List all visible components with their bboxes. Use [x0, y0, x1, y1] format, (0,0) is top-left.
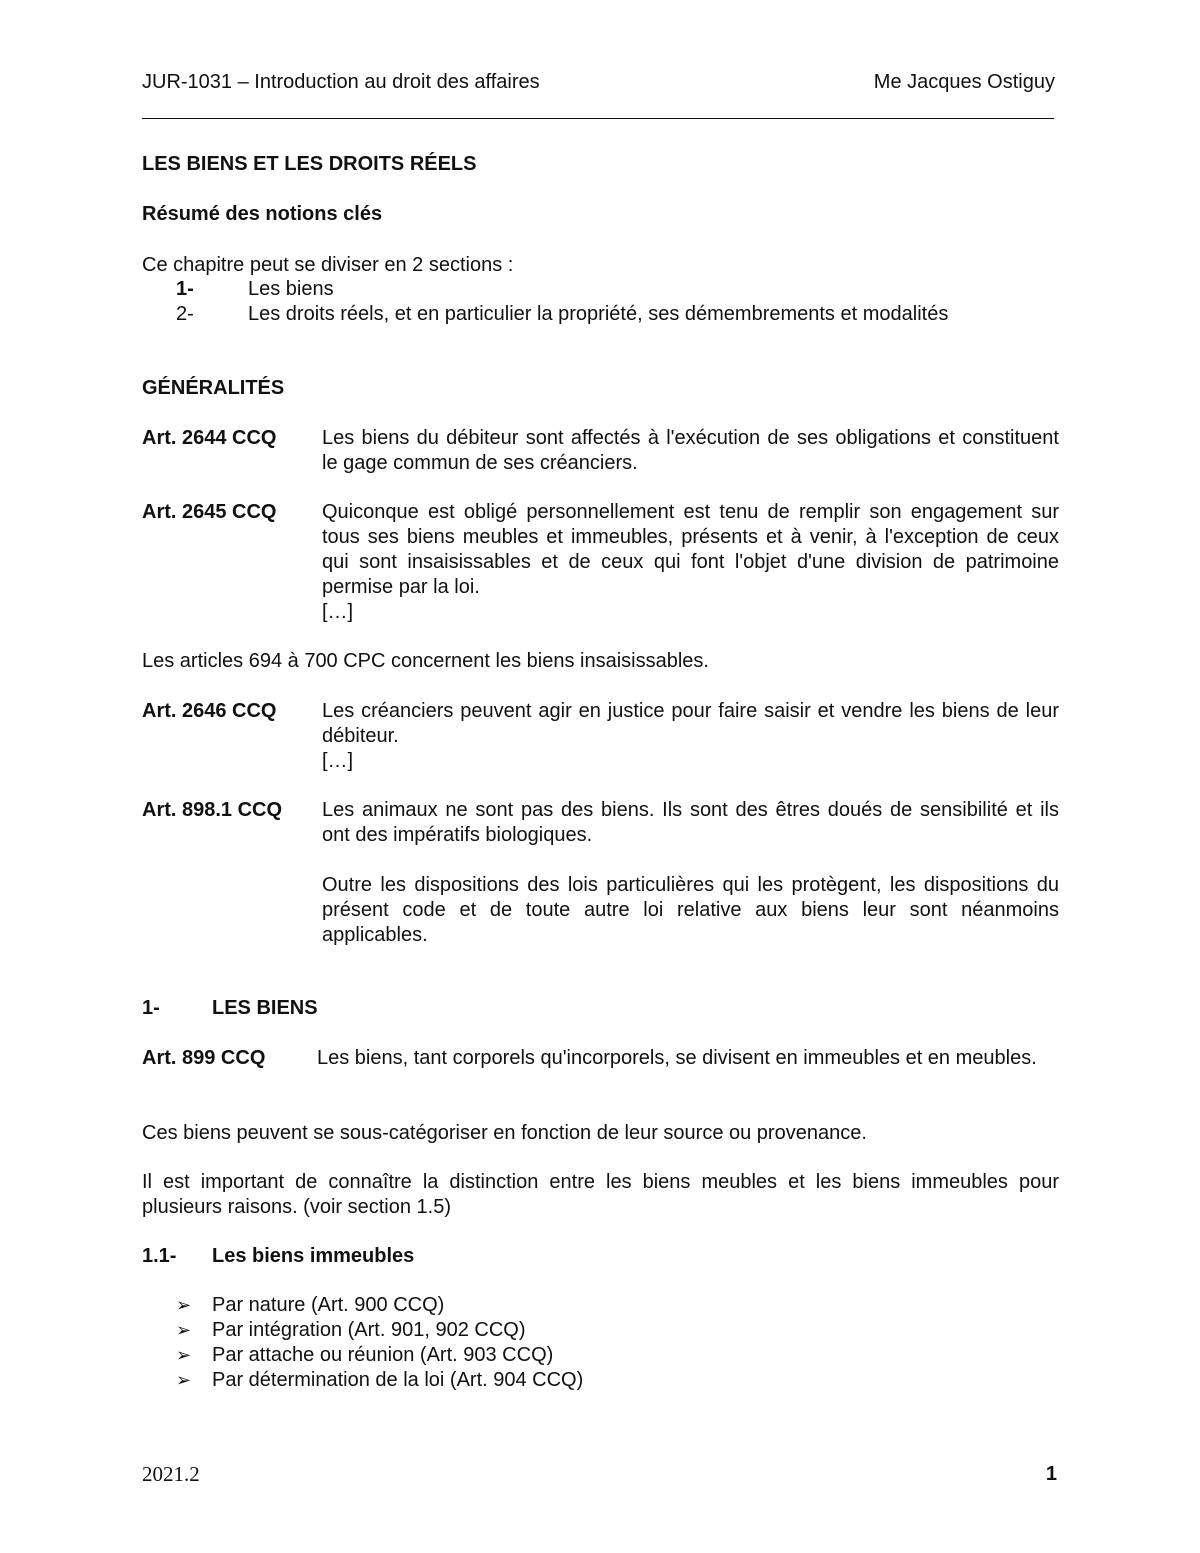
list-item: [176, 1318, 976, 1343]
article-paragraph: Les biens du débiteur sont affectés à l'exécution de ses obligations et constituent le gage commun de ses créanciers.: [322, 427, 1059, 474]
list-item-text: Les droits réels, et en particulier la propriété, ses démembrements et modalités: [248, 303, 949, 325]
list-item: [142, 277, 1059, 302]
article-text: [317, 1046, 1059, 1071]
header-divider: [142, 118, 1054, 119]
author-name: Me Jacques Ostiguy: [873, 71, 1055, 93]
document-subtitle: Résumé des notions clés: [142, 203, 383, 225]
article-ellipsis: […]: [322, 750, 354, 772]
section-title: Les biens immeubles: [212, 1245, 415, 1267]
article-label: Art. 898.1 CCQ: [142, 799, 283, 821]
article-label: Art. 2644 CCQ: [142, 427, 277, 449]
article-paragraph: Outre les dispositions des lois particulières qui les protègent, les dispositions du présent code et de toute autre loi relative aux biens leur sont néanmoins applicables.: [322, 874, 1059, 946]
list-item-text: Par nature (Art. 900 CCQ): [212, 1294, 445, 1316]
article-paragraph: Les animaux ne sont pas des biens. Ils sont des êtres doués de sensibilité et ils ont des impératifs biologiques.: [322, 799, 1059, 846]
arrow-bullet-icon: ➢: [176, 1370, 192, 1390]
document-page: [142, 0, 1059, 1553]
arrow-bullet-icon: ➢: [176, 1295, 192, 1315]
list-item: [176, 1368, 976, 1393]
list-item: [176, 1343, 976, 1368]
list-item: [176, 1293, 976, 1318]
section-number: 1-: [142, 997, 160, 1019]
sections-list: [142, 277, 1059, 327]
list-item-number: 2-: [176, 303, 194, 325]
article-text: [322, 699, 1059, 774]
arrow-bullet-icon: ➢: [176, 1320, 192, 1340]
subcategory-paragraph: Ces biens peuvent se sous-catégoriser en fonction de leur source ou provenance.: [142, 1122, 867, 1144]
list-item-text: Les biens: [248, 278, 334, 300]
section-title: LES BIENS: [212, 997, 318, 1019]
generalites-heading: GÉNÉRALITÉS: [142, 377, 285, 399]
article-label: Art. 2645 CCQ: [142, 501, 277, 523]
section-number: 1.1-: [142, 1245, 177, 1267]
article-text: [322, 798, 1059, 948]
footer-version: 2021.2: [142, 1462, 200, 1486]
article-text: [322, 500, 1059, 625]
page-number: 1: [1045, 1463, 1057, 1485]
importance-paragraph: Il est important de connaître la distinction entre les biens meubles et les biens immeubles pour plusieurs raisons. (voir section 1.5): [142, 1171, 1059, 1218]
cpc-note: Les articles 694 à 700 CPC concernent les biens insaisissables.: [142, 650, 709, 672]
course-title: JUR-1031 – Introduction au droit des affaires: [142, 71, 540, 93]
article-paragraph: Les créanciers peuvent agir en justice pour faire saisir et vendre les biens de leur débiteur.: [322, 700, 1059, 747]
article-paragraph: Quiconque est obligé personnellement est tenu de remplir son engagement sur tous ses biens meubles et immeubles, présents et à venir, à l'exception de ceux qui sont insaisissables et de ceux qui font l'objet d'une division de patrimoine permise par la loi.: [322, 501, 1059, 598]
list-item-text: Par attache ou réunion (Art. 903 CCQ): [212, 1344, 554, 1366]
document-title: LES BIENS ET LES DROITS RÉELS: [142, 153, 477, 175]
list-item-text: Par intégration (Art. 901, 902 CCQ): [212, 1319, 526, 1341]
article-text: [322, 426, 1059, 476]
arrow-bullet-icon: ➢: [176, 1345, 192, 1365]
list-item-number: 1-: [176, 278, 194, 300]
page-header: [142, 70, 1059, 100]
list-item-text: Par détermination de la loi (Art. 904 CCQ): [212, 1369, 584, 1391]
intro-text: Ce chapitre peut se diviser en 2 sections :: [142, 254, 514, 276]
article-paragraph: Les biens, tant corporels qu'incorporels, se divisent en immeubles et en meubles.: [317, 1047, 1037, 1069]
article-label: Art. 2646 CCQ: [142, 700, 277, 722]
article-ellipsis: […]: [322, 601, 354, 623]
immovables-list: [176, 1293, 976, 1393]
article-label: Art. 899 CCQ: [142, 1047, 266, 1069]
list-item: [142, 302, 1059, 327]
